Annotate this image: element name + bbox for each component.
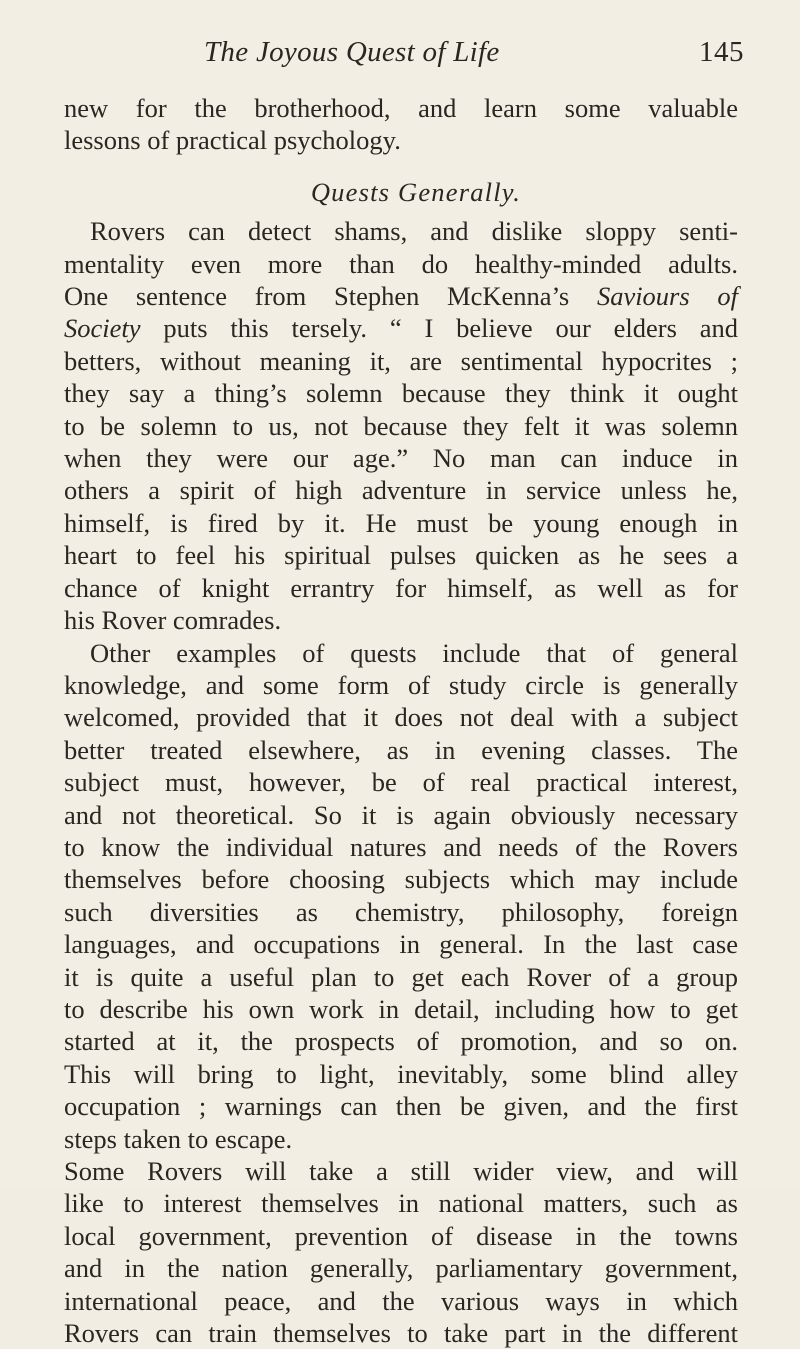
text-line: to know the individual natures and needs of the Rovers — [64, 831, 738, 862]
text-line: and not theoretical. So it is again obviously necessary — [64, 799, 738, 830]
text-line: to be solemn to us, not because they felt it was solemn — [64, 410, 738, 441]
text-line: themselves before choosing subjects which may include — [64, 864, 738, 895]
text-line: languages, and occupations in general. In the last case — [64, 929, 738, 960]
text-line: it is quite a useful plan to get each Rover of a group — [64, 961, 738, 992]
text-line: steps taken to escape. — [64, 1123, 293, 1154]
text-line: others a spirit of high adventure in service unless he, — [64, 475, 738, 506]
text-line: his Rover comrades. — [64, 605, 282, 636]
text-segment: One sentence from Stephen McKenna’s — [64, 281, 570, 312]
text-line: to describe his own work in detail, including how to get — [64, 993, 738, 1024]
text-line: betters, without meaning it, are sentimental hypocrites ; — [64, 345, 738, 376]
text-line — [64, 637, 738, 669]
text-line: This will bring to light, inevitably, some blind alley — [64, 1058, 738, 1089]
text-line: such diversities as chemistry, philosophy, foreign — [64, 896, 738, 927]
text-line: better treated elsewhere, as in evening classes. The — [64, 734, 738, 765]
text-line: subject must, however, be of real practical interest, — [64, 767, 738, 798]
text-line — [64, 280, 738, 312]
text-line: started at it, the prospects of promotion, and so on. — [64, 1026, 738, 1057]
running-title: The Joyous Quest of Life — [204, 36, 500, 68]
text-segment: Other examples of quests include that of general — [90, 637, 738, 668]
book-title-italic: Society — [64, 313, 141, 344]
running-header — [64, 36, 744, 76]
text-line: Some Rovers will take a still wider view, and will — [64, 1156, 738, 1186]
text-line: himself, is fired by it. He must be young enough in — [64, 507, 738, 538]
text-line: international peace, and the various ways in which — [64, 1285, 738, 1316]
text-line: lessons of practical psychology. — [64, 125, 401, 156]
text-line: they say a thing’s solemn because they think it ought — [64, 378, 738, 409]
text-line: occupation ; warnings can then be given, and the first — [64, 1091, 738, 1122]
text-line: Rovers can train themselves to take part in the different — [64, 1318, 738, 1349]
text-line: new for the brotherhood, and learn some valuable — [64, 93, 738, 123]
text-line: chance of knight errantry for himself, as well as for — [64, 572, 738, 603]
body-text — [64, 92, 738, 1349]
text-line: local government, prevention of disease in the towns — [64, 1220, 738, 1251]
text-line: when they were our age.” No man can induce in — [64, 443, 738, 474]
section-heading: Quests Generally. — [310, 176, 522, 207]
text-line — [64, 215, 738, 247]
text-line: heart to feel his spiritual pulses quicken as he sees a — [64, 540, 738, 571]
text-line: mentality even more than do healthy-minded adults. — [64, 248, 738, 279]
text-line — [64, 312, 738, 344]
text-line: knowledge, and some form of study circle is generally — [64, 669, 738, 700]
text-line: welcomed, provided that it does not deal with a subject — [64, 702, 738, 733]
page-number: 145 — [699, 36, 744, 68]
text-segment: puts this tersely. “ I believe our elders and — [163, 313, 739, 344]
text-line: like to interest themselves in national matters, such as — [64, 1188, 738, 1219]
book-title-italic: Saviours of — [596, 281, 739, 312]
text-line: and in the nation generally, parliamentary government, — [64, 1253, 738, 1284]
text-segment: Rovers can detect shams, and dislike sloppy senti- — [90, 216, 738, 247]
